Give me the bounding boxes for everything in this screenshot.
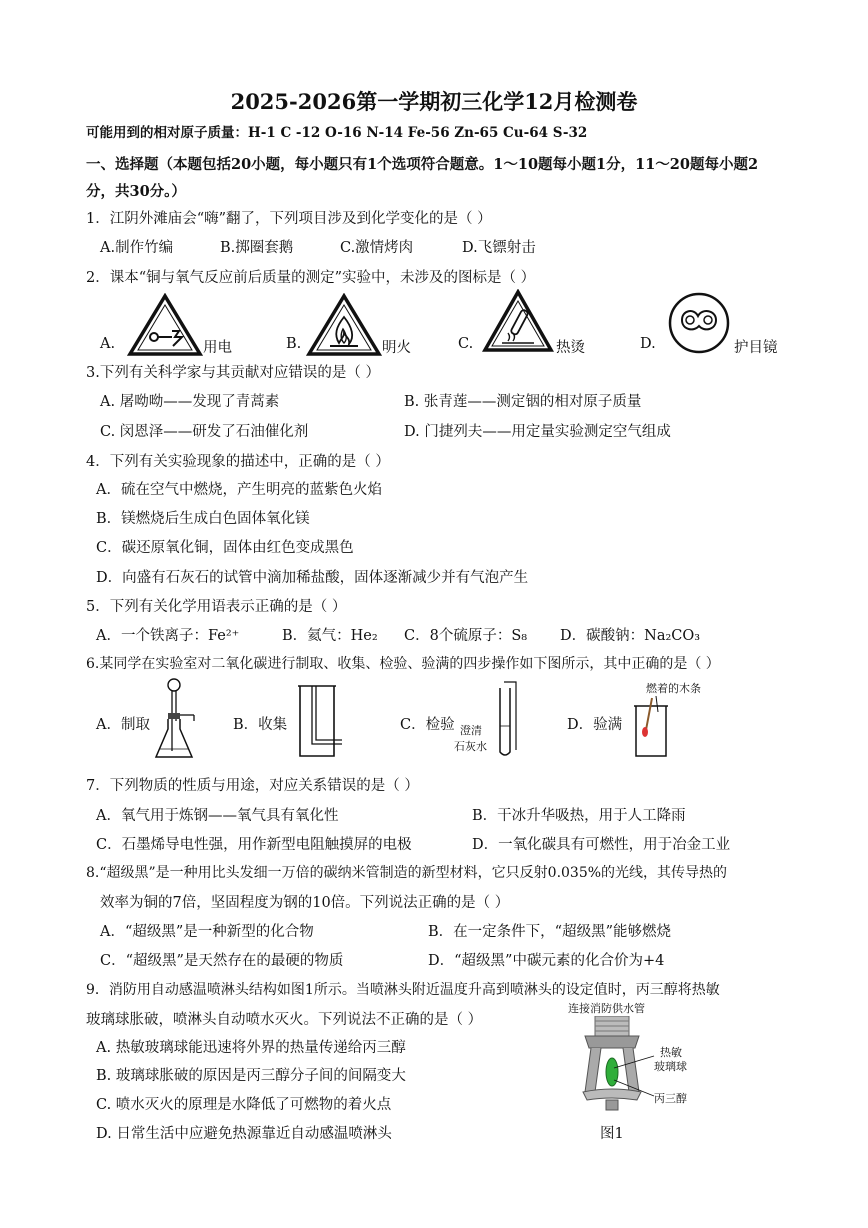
- q3-option-a: A. 屠呦呦——发现了青蒿素: [100, 394, 280, 410]
- q9-stem-line2: 玻璃球胀破，喷淋头自动喷水灭火。下列说法不正确的是（ ）: [86, 1012, 483, 1028]
- q4-option-c: C．碳还原氧化铜，固体由红色变成黑色: [96, 540, 354, 556]
- hot-surface-icon: [482, 289, 554, 353]
- electric-hazard-icon: [127, 293, 203, 357]
- test-tube-icon: [494, 680, 522, 760]
- q1-option-c: C.激情烤肉: [340, 240, 414, 256]
- section-heading-line1: 一、选择题（本题包括20小题，每小题只有1个选项符合题意。1～10题每小题1分，11～20题每小题2: [86, 156, 759, 173]
- limewater-label-2: 石灰水: [454, 740, 487, 753]
- q5-stem: 5．下列有关化学用语表示正确的是（ ）: [86, 599, 347, 615]
- q4-stem: 4．下列有关实验现象的描述中，正确的是（ ）: [86, 454, 390, 470]
- q2-option-b-label: 明火: [382, 340, 411, 356]
- q3-option-c: C. 闵恩泽——研发了石油催化剂: [100, 424, 309, 440]
- q3-stem: 3.下列有关科学家与其贡献对应错误的是（ ）: [86, 365, 380, 381]
- q9-stem-line1: 9．消防用自动感温喷淋头结构如图1所示。当喷淋头附近温度升高到喷淋头的设定值时，丙三醇将热敏: [86, 982, 720, 998]
- q1-option-a: A.制作竹编: [100, 240, 174, 256]
- q8-stem-line2: 效率为铜的7倍，坚固程度为钢的10倍。下列说法正确的是（ ）: [100, 895, 510, 911]
- q4-option-b: B．镁燃烧后生成白色固体氧化镁: [96, 511, 310, 527]
- q7-stem: 7．下列物质的性质与用途，对应关系错误的是（ ）: [86, 778, 419, 794]
- exam-title: 2025-2026第一学期初三化学12月检测卷: [230, 89, 638, 114]
- fig1-leader-lines: [612, 1050, 658, 1100]
- q2-option-b-letter: B.: [286, 336, 302, 352]
- q1-option-d: D.飞镖射击: [462, 240, 536, 256]
- q6-option-a: A．制取: [96, 717, 150, 733]
- q5-option-c: C．8个硫原子：S₈: [404, 628, 528, 644]
- burning-stick-label: 燃着的木条: [646, 682, 701, 695]
- limewater-label-1: 澄清: [460, 724, 482, 737]
- fig1-glycerol-label: 丙三醇: [654, 1092, 687, 1105]
- q1-stem: 1．江阴外滩庙会“嗨”翻了，下列项目涉及到化学变化的是（ ）: [86, 211, 492, 227]
- q8-option-a: A．“超级黑”是一种新型的化合物: [100, 924, 314, 940]
- q2-option-d-letter: D.: [640, 336, 656, 352]
- q5-option-d: D．碳酸钠：Na₂CO₃: [560, 628, 701, 644]
- q7-option-d: D．一氧化碳具有可燃性，用于冶金工业: [472, 837, 731, 853]
- q9-option-c: C. 喷水灭火的原理是水降低了可燃物的着火点: [96, 1097, 392, 1113]
- q2-option-d-label: 护目镜: [734, 340, 778, 356]
- q6-option-b: B．收集: [233, 717, 288, 733]
- q3-option-d: D. 门捷列夫——用定量实验测定空气组成: [404, 424, 671, 440]
- q5-option-b: B．氦气：He₂: [282, 628, 378, 644]
- q8-option-b: B．在一定条件下，“超级黑”能够燃烧: [428, 924, 671, 940]
- q9-option-b: B. 玻璃球胀破的原因是丙三醇分子间的间隔变大: [96, 1068, 406, 1084]
- q8-stem-line1: 8.“超级黑”是一种用比头发细一万倍的碳纳米管制造的新型材料，它只反射0.035%的光线，其传导热的: [86, 865, 728, 881]
- atomic-masses: 可能用到的相对原子质量：H-1 C -12 O-16 N-14 Fe-56 Zn-65 Cu-64 S-32: [86, 125, 588, 141]
- q4-option-a: A．硫在空气中燃烧，产生明亮的蓝紫色火焰: [96, 482, 382, 498]
- q2-stem: 2．课本“铜与氧气反应前后质量的测定”实验中，未涉及的图标是（ ）: [86, 270, 536, 286]
- q2-option-a-letter: A.: [100, 336, 116, 352]
- q9-option-d: D. 日常生活中应避免热源靠近自动感温喷淋头: [96, 1126, 392, 1142]
- q7-option-b: B．干冰升华吸热，用于人工降雨: [472, 808, 686, 824]
- q2-option-c-label: 热烫: [556, 340, 585, 356]
- fig1-ball-label-2: 玻璃球: [654, 1060, 687, 1073]
- open-flame-icon: [306, 293, 382, 357]
- q1-option-b: B.掷圈套鹅: [220, 240, 294, 256]
- q6-option-d: D．验满: [567, 717, 623, 733]
- section-heading-line2: 分，共30分。）: [86, 183, 186, 200]
- q7-option-c: C．石墨烯导电性强，用作新型电阻触摸屏的电极: [96, 837, 412, 853]
- fig1-ball-label-1: 热敏: [660, 1046, 682, 1059]
- q6-stem: 6.某同学在实验室对二氧化碳进行制取、收集、检验、验满的四步操作如下图所示，其中正确的是（ ）: [86, 656, 720, 672]
- fig1-top-label: 连接消防供水管: [568, 1002, 645, 1015]
- gas-jar-test-icon: [628, 694, 678, 760]
- q6-option-c: C．检验: [400, 717, 455, 733]
- q8-option-c: C．“超级黑”是天然存在的最硬的物质: [100, 953, 344, 969]
- flask-apparatus-icon: [150, 677, 200, 761]
- q2-option-c-letter: C.: [458, 336, 474, 352]
- q2-option-a-label: 用电: [203, 340, 232, 356]
- q5-option-a: A．一个铁离子：Fe²⁺: [96, 628, 240, 644]
- q3-option-b: B. 张青莲——测定铟的相对原子质量: [404, 394, 642, 410]
- q4-option-d: D．向盛有石灰石的试管中滴加稀盐酸，固体逐渐减少并有气泡产生: [96, 570, 529, 586]
- q9-option-a: A. 热敏玻璃球能迅速将外界的热量传递给丙三醇: [96, 1040, 406, 1056]
- collection-bottle-icon: [294, 682, 346, 760]
- q7-option-a: A．氧气用于炼钢——氧气具有氧化性: [96, 808, 339, 824]
- fig1-caption: 图1: [600, 1126, 624, 1142]
- q8-option-d: D．“超级黑”中碳元素的化合价为+4: [428, 953, 665, 969]
- safety-goggles-icon: [668, 292, 730, 354]
